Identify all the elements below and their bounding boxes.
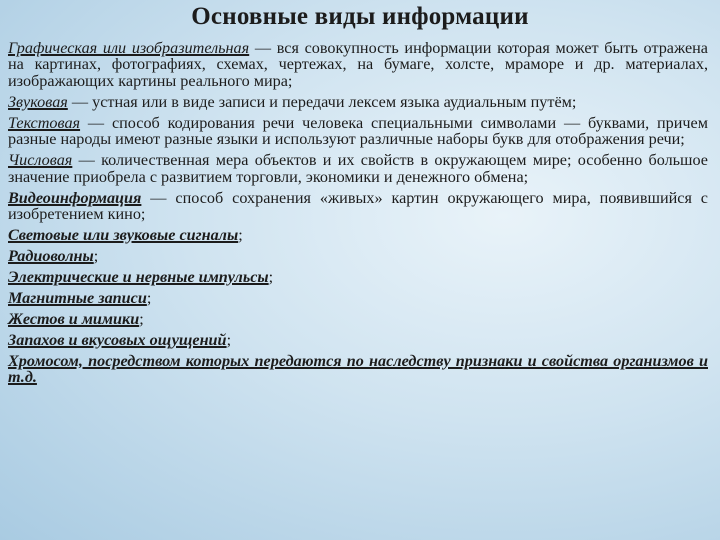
- list-item: [8, 227, 708, 243]
- item-description: — способ сохранения «живых» картин окружающего мира, появившийся с изобретением кино;: [8, 188, 708, 224]
- item-term: Световые или звуковые сигналы: [8, 226, 239, 245]
- item-term: Хромосом, посредством которых передаются по наследству признаки и свойства организмов и т.д.: [8, 352, 708, 387]
- item-term: Видеоинформация: [8, 188, 142, 207]
- list-item: [8, 332, 708, 348]
- item-description: ;: [268, 268, 274, 287]
- item-description: ;: [139, 310, 144, 329]
- item-description: ;: [93, 247, 99, 266]
- item-description: — устная или в виде записи и передачи лексем языка аудиальным путём;: [67, 92, 577, 111]
- item-term: Жестов и мимики: [8, 310, 140, 329]
- page-title: Основные виды информации: [191, 3, 529, 30]
- item-term: Запахов и вкусовых ощущений: [8, 331, 227, 350]
- item-description: ;: [146, 289, 152, 308]
- list-item: [8, 248, 708, 264]
- item-term: Электрические и нервные импульсы: [8, 268, 269, 287]
- list-item: [8, 311, 708, 327]
- item-term: Числовая: [8, 151, 73, 170]
- item-term: Графическая или изобразительная: [8, 39, 250, 57]
- item-term: Магнитные записи: [8, 289, 147, 308]
- item-description: — количественная мера объектов и их свойств в окружающем мире; особенно большое значение приобрела с развитием торговли, экономики и денежного обмена;: [8, 151, 708, 186]
- item-description: ;: [238, 226, 243, 245]
- item-description: — вся совокупность информации которая может быть отражена на картинах, фотографиях, схемах, чертежах, на бумаге, холсте, мраморе и др. материалах, изображающих картины реального мира;: [8, 39, 708, 90]
- list-item: [8, 290, 708, 306]
- item-description: ;: [226, 331, 232, 350]
- item-term: Звуковая: [8, 92, 68, 111]
- list-item: [8, 353, 708, 386]
- list-item: [8, 94, 708, 110]
- item-term: Радиоволны: [8, 247, 94, 266]
- list-item: [8, 190, 708, 223]
- list-item: [8, 40, 708, 89]
- item-description: — способ кодирования речи человека специальными символами — буквами, причем разные народы имеют разные языки и используют различные наборы букв для отображения речи;: [8, 113, 708, 149]
- list-item: [8, 152, 708, 185]
- list-item: [8, 269, 708, 285]
- item-term: Текстовая: [8, 113, 81, 132]
- info-types-list: [8, 40, 708, 390]
- list-item: [8, 115, 708, 148]
